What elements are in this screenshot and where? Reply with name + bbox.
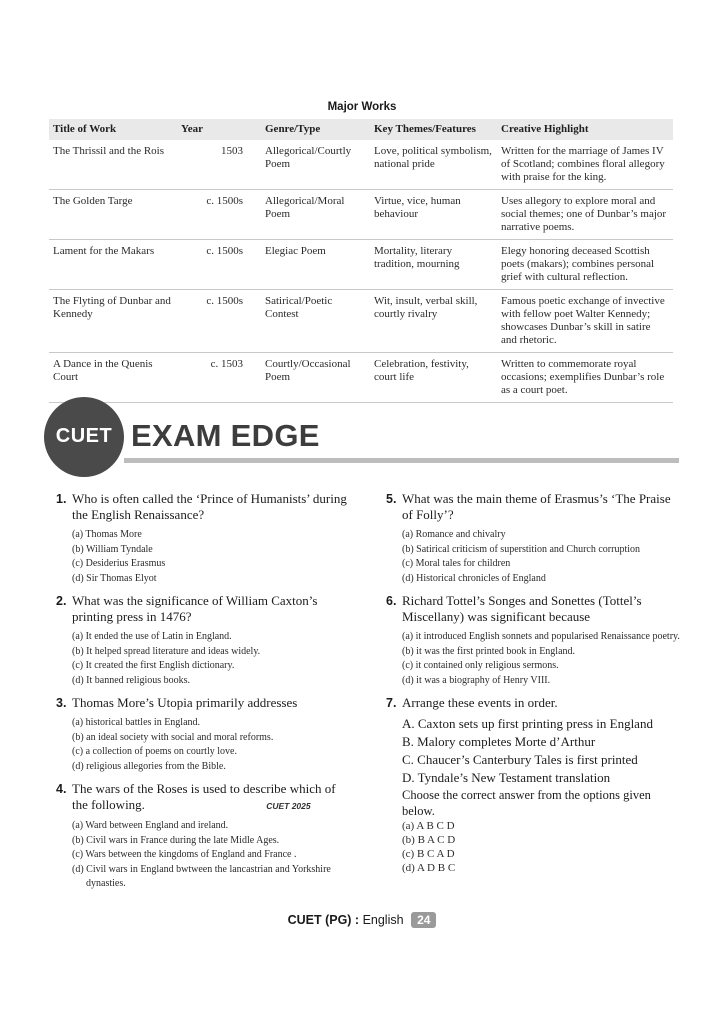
cell-title: A Dance in the Quenis Court bbox=[49, 353, 177, 403]
option-b: (b) Civil wars in France during the late Midle Ages. bbox=[72, 834, 280, 846]
cell-themes: Virtue, vice, human behaviour bbox=[370, 190, 497, 240]
option-a: (a) historical battles in England. bbox=[72, 717, 201, 728]
option-c: (c) B C A D bbox=[402, 848, 455, 860]
option-a: (a) Romance and chivalry bbox=[402, 529, 506, 540]
question-text: Who is often called the ‘Prince of Humanists’ during the English Renaissance? bbox=[72, 491, 347, 522]
question-4 bbox=[56, 781, 361, 892]
question-number: 1. bbox=[56, 492, 67, 506]
footer-subject: English bbox=[359, 913, 404, 927]
page-number-badge: 24 bbox=[411, 912, 436, 928]
event-a: A. Caxton sets up first printing press in England bbox=[402, 716, 653, 731]
table-row bbox=[49, 240, 673, 290]
cell-highlight: Written for the marriage of James IV of Scotland; combines floral allegory with praise for the king. bbox=[497, 140, 673, 190]
choose-instruction: Choose the correct answer from the options given below. bbox=[402, 788, 651, 818]
question-7 bbox=[386, 695, 681, 875]
option-c: (c) It created the first English dictionary. bbox=[72, 660, 235, 671]
question-number: 3. bbox=[56, 696, 67, 710]
cell-year: c. 1503 bbox=[177, 353, 261, 403]
header-title: Title of Work bbox=[49, 119, 177, 140]
cell-title: Lament for the Makars bbox=[49, 240, 177, 290]
exam-edge-heading: EXAM EDGE bbox=[131, 418, 320, 453]
option-d: (d) Civil wars in England bwtween the lancastrian and Yorkshire dynasties. bbox=[72, 863, 331, 889]
cell-themes: Mortality, literary tradition, mourning bbox=[370, 240, 497, 290]
cell-genre: Courtly/Occasional Poem bbox=[261, 353, 370, 403]
header-genre: Genre/Type bbox=[261, 119, 370, 140]
question-number: 2. bbox=[56, 594, 67, 608]
option-c: (c) a collection of poems on courtly love. bbox=[72, 746, 237, 757]
table-header-row bbox=[49, 119, 673, 140]
option-b: (b) it was the first printed book in England. bbox=[402, 645, 576, 657]
question-number: 6. bbox=[386, 594, 397, 608]
option-a: (a) A B C D bbox=[402, 820, 455, 832]
questions-right-column bbox=[386, 491, 681, 882]
cell-year: c. 1500s bbox=[177, 190, 261, 240]
option-b: (b) William Tyndale bbox=[72, 543, 153, 555]
question-text: What was the main theme of Erasmus’s ‘The Praise of Folly’? bbox=[402, 491, 671, 522]
cell-title: The Flyting of Dunbar and Kennedy bbox=[49, 290, 177, 353]
cell-themes: Celebration, festivity, court life bbox=[370, 353, 497, 403]
option-d: (d) Sir Thomas Elyot bbox=[72, 572, 157, 584]
cell-themes: Wit, insult, verbal skill, courtly rivalry bbox=[370, 290, 497, 353]
option-a: (a) it introduced English sonnets and popularised Renaissance poetry. bbox=[402, 631, 680, 642]
cell-highlight: Elegy honoring deceased Scottish poets (makars); combines personal grief with cultural reflection. bbox=[497, 240, 673, 290]
question-text: Richard Tottel’s Songes and Sonettes (Tottel’s Miscellany) was significant because bbox=[402, 593, 642, 624]
cell-highlight: Written to commemorate royal occasions; exemplifies Dunbar’s role as a court poet. bbox=[497, 353, 673, 403]
table-row bbox=[49, 353, 673, 403]
question-1 bbox=[56, 491, 361, 586]
question-number: 7. bbox=[386, 696, 397, 710]
option-a: (a) Ward between England and ireland. bbox=[72, 820, 229, 831]
cell-highlight: Famous poetic exchange of invective with fellow poet Walter Kennedy; showcases Dunbar’s skill in satire and rhetoric. bbox=[497, 290, 673, 353]
question-3 bbox=[56, 695, 361, 774]
header-highlight: Creative Highlight bbox=[497, 119, 673, 140]
event-c: C. Chaucer’s Canterbury Tales is first printed bbox=[402, 752, 638, 767]
footer-exam-label: CUET (PG) : bbox=[287, 913, 360, 927]
question-number: 4. bbox=[56, 782, 67, 796]
cell-title: The Golden Targe bbox=[49, 190, 177, 240]
option-b: (b) Satirical criticism of superstition and Church corruption bbox=[402, 543, 640, 555]
option-c: (c) Wars between the kingdoms of England and France . bbox=[72, 849, 297, 860]
table-row bbox=[49, 190, 673, 240]
option-d: (d) religious allegories from the Bible. bbox=[72, 760, 226, 772]
question-text: What was the significance of William Caxton’s printing press in 1476? bbox=[72, 593, 318, 624]
cell-year: c. 1500s bbox=[177, 290, 261, 353]
option-c: (c) Desiderius Erasmus bbox=[72, 558, 166, 569]
option-d: (d) it was a biography of Henry VIII. bbox=[402, 674, 551, 686]
question-2 bbox=[56, 593, 361, 688]
option-b: (b) B A C D bbox=[402, 834, 456, 846]
option-d: (d) It banned religious books. bbox=[72, 674, 191, 686]
option-d: (d) A D B C bbox=[402, 862, 456, 874]
cell-genre: Satirical/Poetic Contest bbox=[261, 290, 370, 353]
question-number: 5. bbox=[386, 492, 397, 506]
option-a: (a) It ended the use of Latin in England. bbox=[72, 631, 232, 642]
cuet-badge-label: CUET bbox=[55, 424, 113, 447]
cell-year: 1503 bbox=[177, 140, 261, 190]
question-text-line1: The wars of the Roses is used to describe which of bbox=[72, 781, 336, 796]
option-d: (d) Historical chronicles of England bbox=[402, 572, 546, 584]
question-text-line2: the following. bbox=[72, 797, 145, 812]
banner-divider bbox=[124, 458, 679, 463]
major-works-table bbox=[49, 119, 673, 403]
question-text: Thomas More’s Utopia primarily addresses bbox=[72, 695, 298, 710]
cell-genre: Allegorical/Moral Poem bbox=[261, 190, 370, 240]
option-a: (a) Thomas More bbox=[72, 529, 142, 540]
event-d: D. Tyndale’s New Testament translation bbox=[402, 770, 611, 785]
option-b: (b) It helped spread literature and ideas widely. bbox=[72, 645, 261, 657]
cell-themes: Love, political symbolism, national pride bbox=[370, 140, 497, 190]
event-b: B. Malory completes Morte d’Arthur bbox=[402, 734, 596, 749]
question-text: Arrange these events in order. bbox=[402, 695, 558, 710]
cell-genre: Elegiac Poem bbox=[261, 240, 370, 290]
cell-highlight: Uses allegory to explore moral and social themes; one of Dunbar’s major narrative poems. bbox=[497, 190, 673, 240]
option-c: (c) Moral tales for children bbox=[402, 558, 511, 569]
table-title: Major Works bbox=[327, 101, 397, 113]
cell-title: The Thrissil and the Rois bbox=[49, 140, 177, 190]
cell-genre: Allegorical/Courtly Poem bbox=[261, 140, 370, 190]
page-footer bbox=[0, 912, 724, 928]
questions-left-column bbox=[56, 491, 361, 899]
exam-year-tag: CUET 2025 bbox=[266, 801, 311, 811]
header-themes: Key Themes/Features bbox=[370, 119, 497, 140]
header-year: Year bbox=[177, 119, 261, 140]
table-row bbox=[49, 140, 673, 190]
cell-year: c. 1500s bbox=[177, 240, 261, 290]
option-b: (b) an ideal society with social and moral reforms. bbox=[72, 731, 274, 743]
question-5 bbox=[386, 491, 681, 586]
cuet-badge bbox=[44, 397, 124, 477]
table-row bbox=[49, 290, 673, 353]
option-c: (c) it contained only religious sermons. bbox=[402, 660, 559, 671]
question-6 bbox=[386, 593, 681, 688]
